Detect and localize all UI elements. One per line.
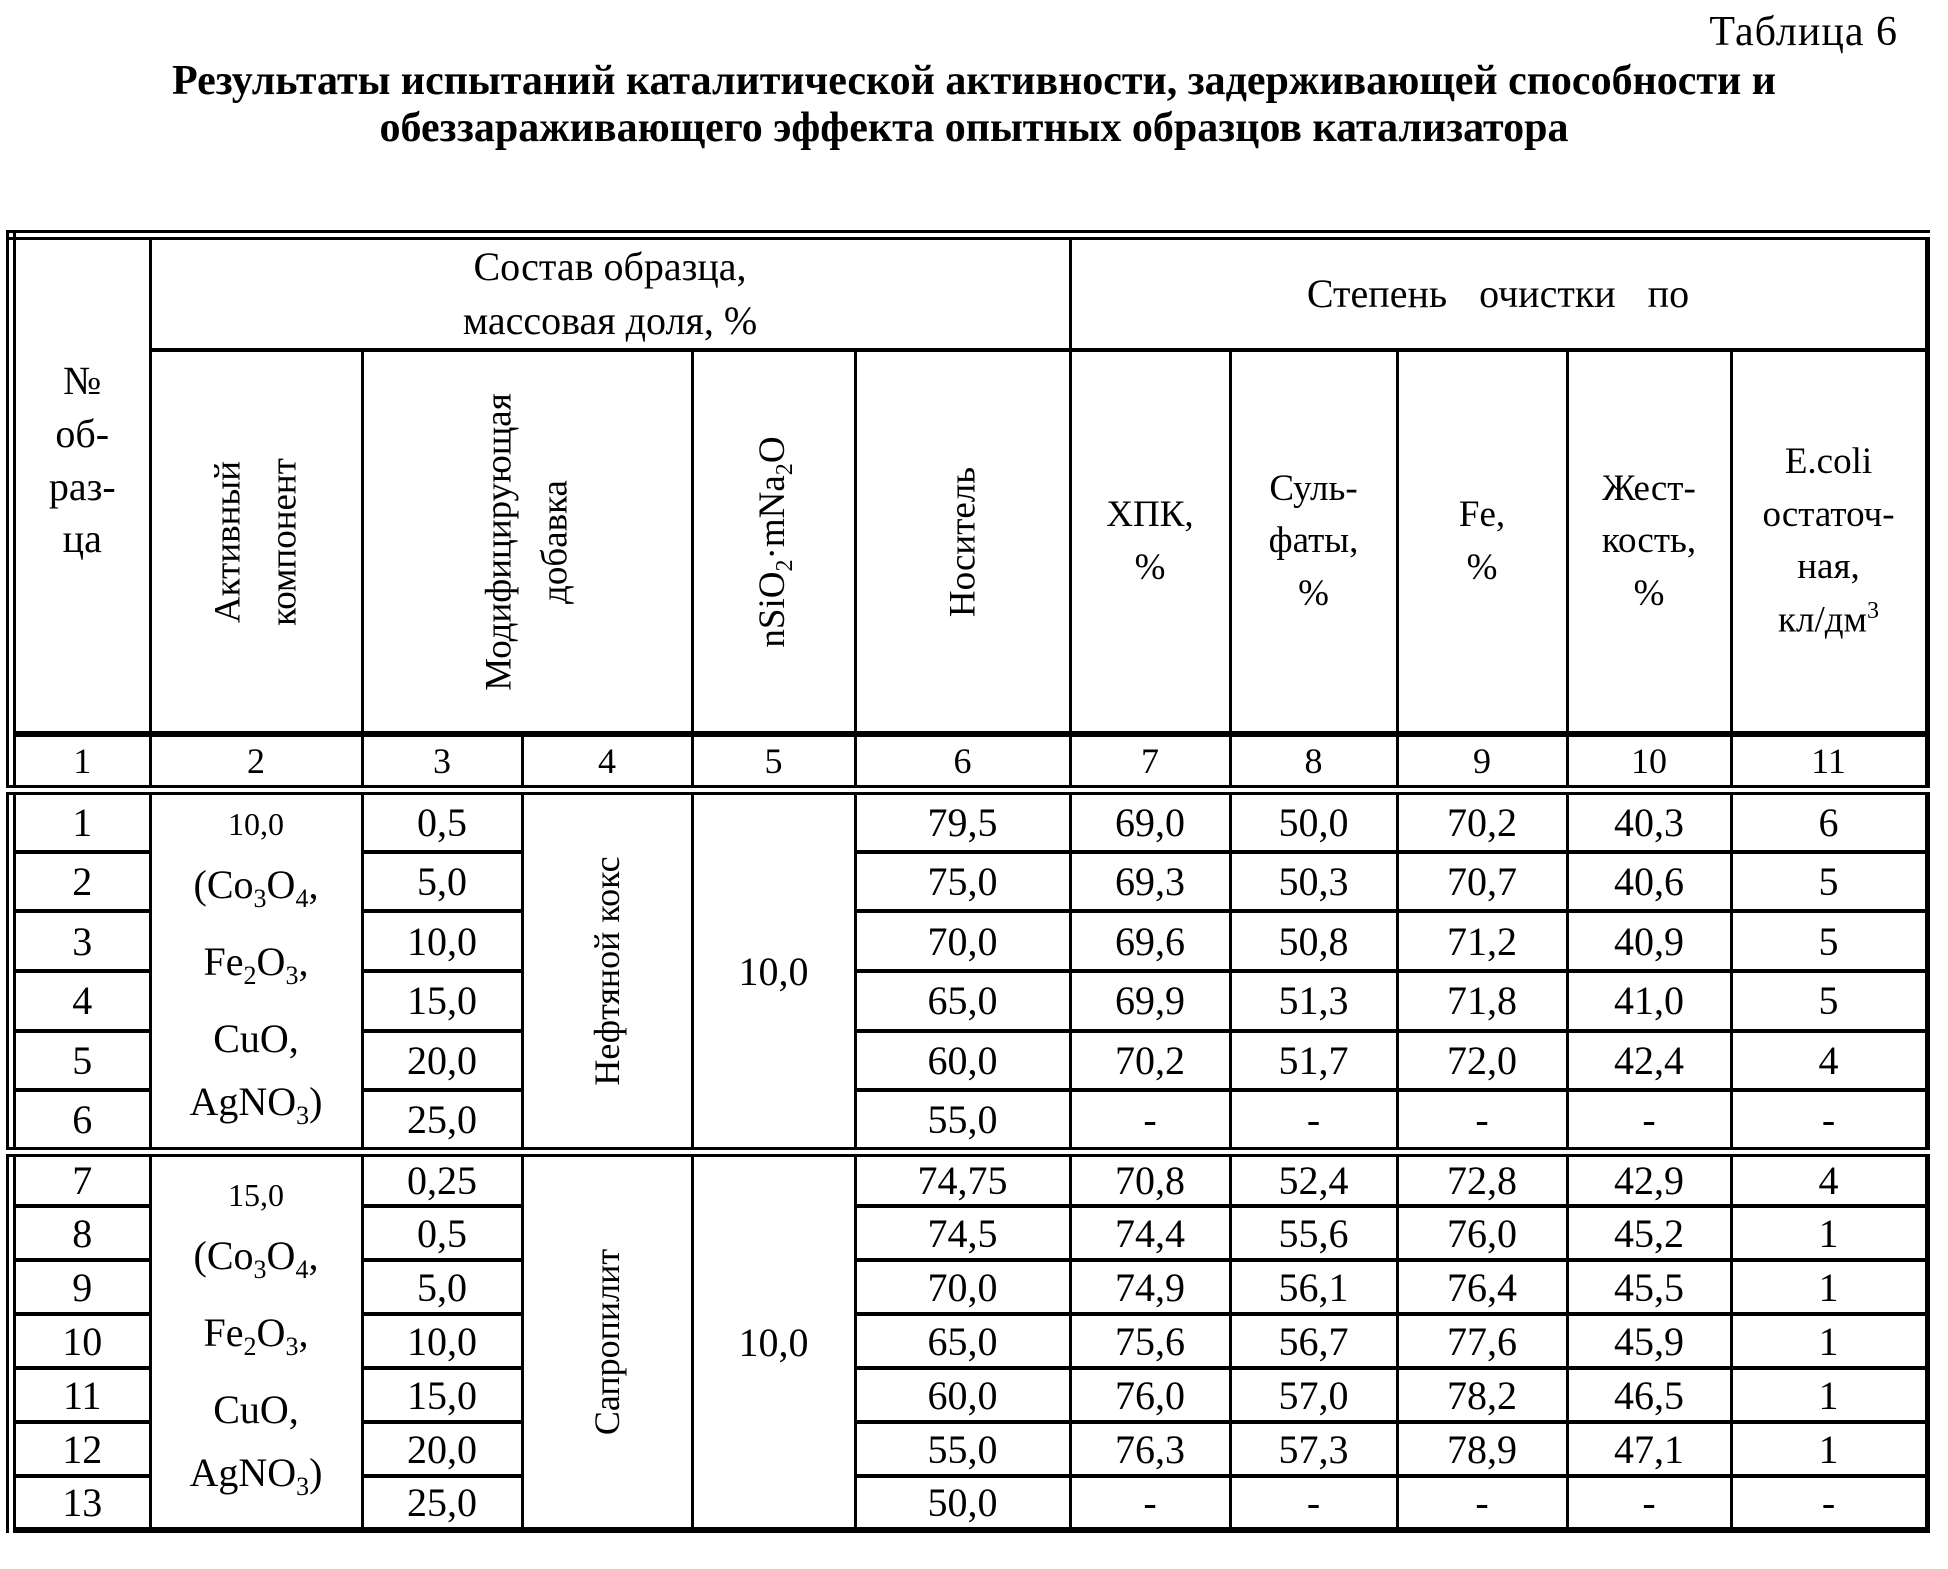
silicate-cell: 10,0: [692, 1152, 855, 1530]
fe-cell: 71,8: [1397, 971, 1567, 1031]
row-number-cell: 8: [11, 1206, 150, 1260]
fe-cell: 72,8: [1397, 1152, 1567, 1206]
cod-cell: -: [1070, 1090, 1230, 1152]
additive-cell: 20,0: [362, 1031, 522, 1091]
header-active-component: [150, 350, 362, 734]
additive-cell: 25,0: [362, 1476, 522, 1530]
header-carrier: [855, 350, 1070, 734]
sulfates-cell: 56,7: [1230, 1314, 1397, 1368]
header-sample-no: № об- раз- ца: [11, 235, 150, 734]
column-number-cell: 9: [1397, 734, 1567, 790]
header-ecoli: E.coli остаточ- ная, $кл/дм^3$: [1731, 350, 1927, 734]
ecoli-cell: 1: [1731, 1206, 1927, 1260]
row-number-cell: 4: [11, 971, 150, 1031]
page-title: [0, 58, 1948, 153]
cod-cell: 69,3: [1070, 852, 1230, 912]
hardness-cell: 46,5: [1567, 1368, 1731, 1422]
fe-cell: 76,0: [1397, 1206, 1567, 1260]
hardness-cell: 45,5: [1567, 1260, 1731, 1314]
column-number-cell: 6: [855, 734, 1070, 790]
row-number-cell: 3: [11, 911, 150, 971]
fe-cell: 76,4: [1397, 1260, 1567, 1314]
row-number-cell: 7: [11, 1152, 150, 1206]
carrier-amount-cell: 79,5: [855, 790, 1070, 852]
ecoli-cell: 1: [1731, 1260, 1927, 1314]
silicate-label: nSiO$_2$·mNa$_2$O: [751, 435, 798, 648]
results-table: [6, 230, 1930, 1533]
sulfates-cell: 51,3: [1230, 971, 1397, 1031]
carrier-name: Сапропилит: [587, 1248, 627, 1436]
ecoli-cell: 4: [1731, 1152, 1927, 1206]
sulfates-cell: 56,1: [1230, 1260, 1397, 1314]
carrier-name-cell: [522, 1152, 692, 1530]
additive-cell: 0,25: [362, 1152, 522, 1206]
ecoli-cell: -: [1731, 1476, 1927, 1530]
ecoli-cell: 5: [1731, 911, 1927, 971]
fe-cell: 77,6: [1397, 1314, 1567, 1368]
hardness-cell: -: [1567, 1476, 1731, 1530]
ecoli-cell: 4: [1731, 1031, 1927, 1091]
hardness-cell: 45,2: [1567, 1206, 1731, 1260]
hardness-cell: 47,1: [1567, 1422, 1731, 1476]
fe-cell: -: [1397, 1090, 1567, 1152]
header-sulfates: Суль- фаты, %: [1230, 350, 1397, 734]
row-number-cell: 11: [11, 1368, 150, 1422]
additive-cell: 5,0: [362, 1260, 522, 1314]
header-modifying-additive: [362, 350, 692, 734]
sulfates-cell: -: [1230, 1090, 1397, 1152]
cod-cell: 76,3: [1070, 1422, 1230, 1476]
carrier-amount-cell: 74,5: [855, 1206, 1070, 1260]
sulfates-cell: 50,8: [1230, 911, 1397, 971]
carrier-amount-cell: 74,75: [855, 1152, 1070, 1206]
silicate-cell: 10,0: [692, 790, 855, 1152]
sulfates-cell: 51,7: [1230, 1031, 1397, 1091]
sulfates-cell: 52,4: [1230, 1152, 1397, 1206]
carrier-amount-cell: 60,0: [855, 1368, 1070, 1422]
carrier-amount-cell: 65,0: [855, 1314, 1070, 1368]
hardness-cell: 40,6: [1567, 852, 1731, 912]
sulfates-cell: 57,3: [1230, 1422, 1397, 1476]
active-component-cell: [150, 790, 362, 1152]
additive-cell: 0,5: [362, 790, 522, 852]
sulfates-cell: 50,0: [1230, 790, 1397, 852]
cod-cell: 70,8: [1070, 1152, 1230, 1206]
additive-cell: 25,0: [362, 1090, 522, 1152]
cod-cell: 75,6: [1070, 1314, 1230, 1368]
additive-cell: 10,0: [362, 911, 522, 971]
carrier-amount-cell: 55,0: [855, 1422, 1070, 1476]
hardness-cell: -: [1567, 1090, 1731, 1152]
header-group-purification: Степень очистки по: [1070, 235, 1927, 350]
page-title-line1: Результаты испытаний каталитической активности, задерживающей способности и: [172, 58, 1776, 104]
ecoli-cell: 1: [1731, 1314, 1927, 1368]
fe-cell: 71,2: [1397, 911, 1567, 971]
column-number-cell: 1: [11, 734, 150, 790]
active-component-formula: ($Co_3O_4$, $Fe_2O_3$, CuO, AgNO$_3$): [189, 862, 323, 1130]
column-number-cell: 2: [150, 734, 362, 790]
header-hardness: Жест- кость, %: [1567, 350, 1731, 734]
fe-cell: 70,7: [1397, 852, 1567, 912]
carrier-amount-cell: 55,0: [855, 1090, 1070, 1152]
ecoli-cell: 6: [1731, 790, 1927, 852]
cod-cell: 76,0: [1070, 1368, 1230, 1422]
column-number-cell: 5: [692, 734, 855, 790]
active-component-label: Активный компонент: [207, 457, 304, 626]
fe-cell: 72,0: [1397, 1031, 1567, 1091]
hardness-cell: 42,9: [1567, 1152, 1731, 1206]
column-number-cell: 3: [362, 734, 522, 790]
fe-cell: -: [1397, 1476, 1567, 1530]
ecoli-cell: -: [1731, 1090, 1927, 1152]
carrier-name: Нефтяной кокс: [587, 856, 627, 1086]
column-number-cell: 4: [522, 734, 692, 790]
fe-cell: 70,2: [1397, 790, 1567, 852]
table-number-label: Таблица 6: [1709, 9, 1898, 55]
cod-cell: 69,0: [1070, 790, 1230, 852]
row-number-cell: 13: [11, 1476, 150, 1530]
additive-cell: 15,0: [362, 971, 522, 1031]
sulfates-cell: 50,3: [1230, 852, 1397, 912]
ecoli-cell: 5: [1731, 852, 1927, 912]
fe-cell: 78,2: [1397, 1368, 1567, 1422]
additive-cell: 0,5: [362, 1206, 522, 1260]
additive-cell: 5,0: [362, 852, 522, 912]
header-group-composition: Состав образца, массовая доля, %: [150, 235, 1070, 350]
active-component-formula: ($Co_3O_4$, $Fe_2O_3$, CuO, AgNO$_3$): [189, 1233, 323, 1501]
page-title-line2: обеззараживающего эффекта опытных образцов катализатора: [379, 105, 1569, 152]
carrier-amount-cell: 65,0: [855, 971, 1070, 1031]
row-number-cell: 9: [11, 1260, 150, 1314]
hardness-cell: 40,3: [1567, 790, 1731, 852]
header-silicate: [692, 350, 855, 734]
cod-cell: 74,4: [1070, 1206, 1230, 1260]
row-number-cell: 6: [11, 1090, 150, 1152]
active-component-cell: [150, 1152, 362, 1530]
ecoli-cell: 1: [1731, 1422, 1927, 1476]
row-number-cell: 2: [11, 852, 150, 912]
column-number-cell: 10: [1567, 734, 1731, 790]
row-number-cell: 5: [11, 1031, 150, 1091]
carrier-label: Носитель: [941, 466, 983, 617]
sulfates-cell: 57,0: [1230, 1368, 1397, 1422]
hardness-cell: 45,9: [1567, 1314, 1731, 1368]
fe-cell: 78,9: [1397, 1422, 1567, 1476]
modifying-additive-label: Модифицирующая добавка: [478, 392, 575, 691]
active-component-amount: 15,0: [228, 1177, 284, 1213]
row-number-cell: 1: [11, 790, 150, 852]
additive-cell: 10,0: [362, 1314, 522, 1368]
sulfates-cell: 55,6: [1230, 1206, 1397, 1260]
carrier-amount-cell: 70,0: [855, 911, 1070, 971]
carrier-amount-cell: 60,0: [855, 1031, 1070, 1091]
sulfates-cell: -: [1230, 1476, 1397, 1530]
column-number-cell: 8: [1230, 734, 1397, 790]
hardness-cell: 41,0: [1567, 971, 1731, 1031]
header-fe: Fe, %: [1397, 350, 1567, 734]
ecoli-cell: 5: [1731, 971, 1927, 1031]
hardness-cell: 40,9: [1567, 911, 1731, 971]
carrier-name-cell: [522, 790, 692, 1152]
additive-cell: 15,0: [362, 1368, 522, 1422]
row-number-cell: 12: [11, 1422, 150, 1476]
column-number-cell: 7: [1070, 734, 1230, 790]
carrier-amount-cell: 75,0: [855, 852, 1070, 912]
header-cod: ХПК, %: [1070, 350, 1230, 734]
additive-cell: 20,0: [362, 1422, 522, 1476]
row-number-cell: 10: [11, 1314, 150, 1368]
cod-cell: -: [1070, 1476, 1230, 1530]
cod-cell: 74,9: [1070, 1260, 1230, 1314]
active-component-amount: 10,0: [228, 806, 284, 842]
ecoli-cell: 1: [1731, 1368, 1927, 1422]
column-number-cell: 11: [1731, 734, 1927, 790]
cod-cell: 69,6: [1070, 911, 1230, 971]
hardness-cell: 42,4: [1567, 1031, 1731, 1091]
cod-cell: 69,9: [1070, 971, 1230, 1031]
cod-cell: 70,2: [1070, 1031, 1230, 1091]
carrier-amount-cell: 70,0: [855, 1260, 1070, 1314]
carrier-amount-cell: 50,0: [855, 1476, 1070, 1530]
